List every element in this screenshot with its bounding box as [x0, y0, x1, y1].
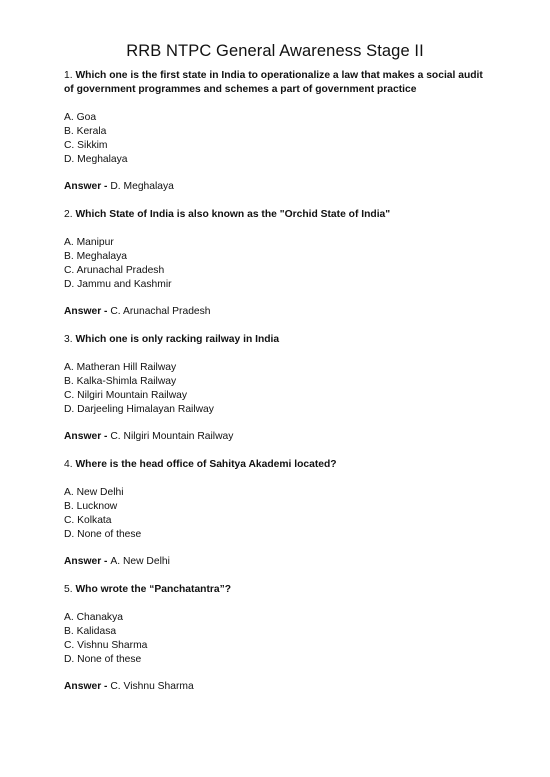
question-body: Where is the head office of Sahitya Akademi located?	[75, 459, 337, 470]
answer-line	[64, 180, 494, 194]
option: D. None of these	[64, 529, 142, 540]
option-list	[64, 361, 494, 417]
answer-value: D. Meghalaya	[110, 181, 174, 192]
option-list	[64, 611, 494, 667]
option: C. Nilgiri Mountain Railway	[64, 390, 188, 401]
answer-label: Answer -	[64, 681, 111, 692]
option: B. Lucknow	[64, 501, 118, 512]
question-list	[64, 69, 494, 708]
option: A. Goa	[64, 112, 97, 123]
option: D. Meghalaya	[64, 154, 128, 165]
option: A. Matheran Hill Railway	[64, 362, 177, 373]
question-text	[64, 69, 494, 97]
question-body: Which State of India is also known as the "Orchid State of India"	[75, 209, 391, 220]
answer-value: A. New Delhi	[110, 556, 170, 567]
option: C. Kolkata	[64, 515, 112, 526]
question-text	[64, 458, 494, 472]
option: D. Darjeeling Himalayan Railway	[64, 404, 214, 415]
option: B. Kerala	[64, 126, 107, 137]
answer-label: Answer -	[64, 306, 111, 317]
option: B. Meghalaya	[64, 251, 127, 262]
option: B. Kalka-Shimla Railway	[64, 376, 177, 387]
option: D. Jammu and Kashmir	[64, 279, 172, 290]
question-number: 3.	[64, 334, 76, 345]
answer-label: Answer -	[64, 181, 111, 192]
option: D. None of these	[64, 654, 142, 665]
page-title: RRB NTPC General Awareness Stage II	[126, 42, 424, 60]
question-text	[64, 583, 494, 597]
question-block	[64, 583, 494, 694]
option-list	[64, 111, 494, 167]
option-list	[64, 236, 494, 292]
question-block	[64, 333, 494, 444]
question-number: 1.	[64, 70, 76, 81]
question-body: Which one is only racking railway in India	[75, 334, 280, 345]
option: C. Arunachal Pradesh	[64, 265, 165, 276]
option: A. Chanakya	[64, 612, 123, 623]
option: A. Manipur	[64, 237, 114, 248]
answer-label: Answer -	[64, 556, 111, 567]
answer-line	[64, 680, 494, 694]
answer-value: C. Vishnu Sharma	[110, 681, 194, 692]
question-body: Which one is the first state in India to operationalize a law that makes a social audit of government programmes and schemes a part of government practice	[64, 70, 483, 95]
option: C. Sikkim	[64, 140, 108, 151]
option: C. Vishnu Sharma	[64, 640, 148, 651]
answer-value: C. Arunachal Pradesh	[110, 306, 211, 317]
question-block	[64, 458, 494, 569]
answer-line	[64, 430, 494, 444]
answer-value: C. Nilgiri Mountain Railway	[110, 431, 234, 442]
answer-line	[64, 555, 494, 569]
answer-label: Answer -	[64, 431, 111, 442]
answer-line	[64, 305, 494, 319]
question-text	[64, 333, 494, 347]
question-block	[64, 69, 494, 194]
question-block	[64, 208, 494, 319]
question-number: 5.	[64, 584, 76, 595]
question-body: Who wrote the “Panchatantra”?	[75, 584, 232, 595]
option: B. Kalidasa	[64, 626, 117, 637]
option: A. New Delhi	[64, 487, 124, 498]
question-text	[64, 208, 494, 222]
question-number: 2.	[64, 209, 76, 220]
option-list	[64, 486, 494, 542]
question-number: 4.	[64, 459, 76, 470]
